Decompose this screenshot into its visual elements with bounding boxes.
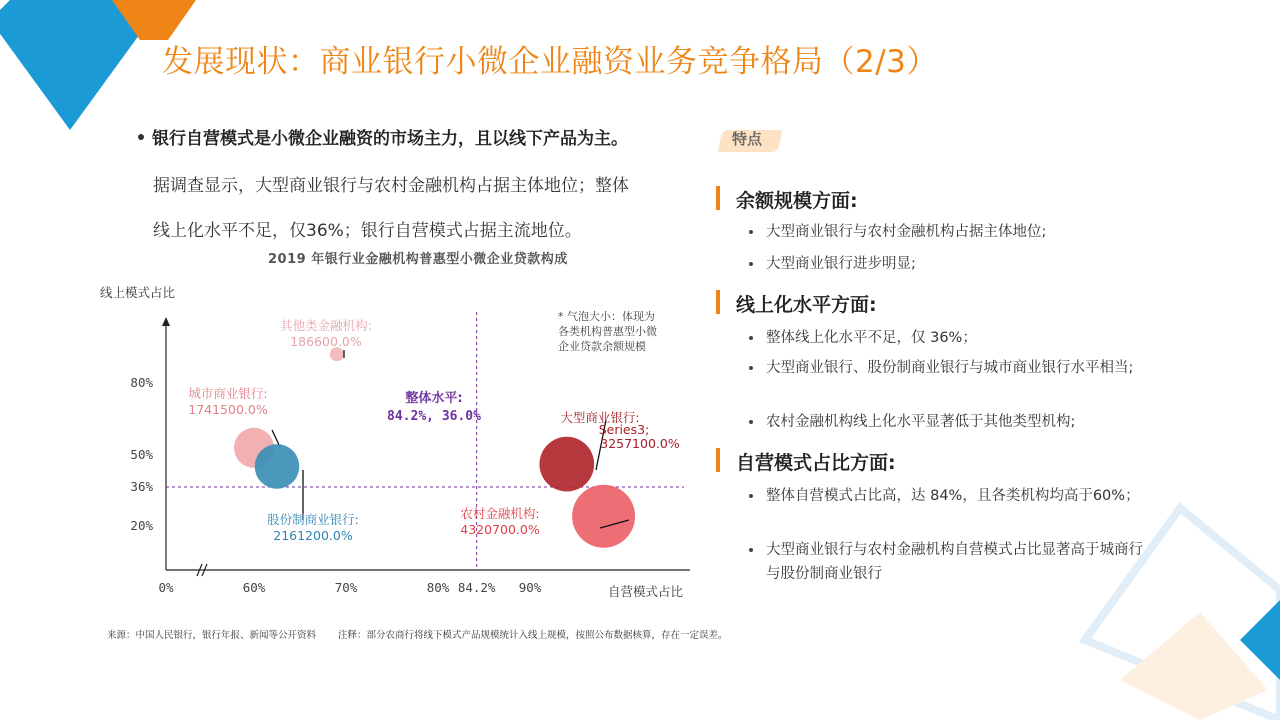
list-item: 大型商业银行与农村金融机构占据主体地位;	[766, 220, 1146, 244]
x-tick-label: 70%	[334, 580, 358, 595]
bubble-point	[539, 437, 594, 492]
remark-note: 注释：部分农商行将线下模式产品规模统计入线上规模，按照公布数据核算，存在一定误差。	[338, 630, 728, 641]
x-tick-label: 84.2%	[457, 580, 496, 595]
section-marker	[716, 448, 720, 472]
list-item: 大型商业银行与农村金融机构自营模式占比显著高于城商行与股份制商业银行	[766, 538, 1146, 586]
bubble-value-label: 186600.0%	[290, 334, 362, 349]
list-item: 大型商业银行进步明显;	[766, 252, 1146, 276]
list-item: 大型商业银行、股份制商业银行与城市商业银行水平相当;	[766, 356, 1146, 380]
y-tick-label: 50%	[130, 447, 153, 462]
y-tick-label: 36%	[130, 479, 153, 494]
x-tick-label: 90%	[518, 580, 542, 595]
summary-line-2: 线上化水平不足，仅36%；银行自营模式占据主流地位。	[153, 221, 582, 241]
source-note: 来源：中国人民银行，银行年报、新闻等公开资料	[107, 630, 317, 641]
bubble-value-label: 4320700.0%	[460, 522, 540, 537]
chart-title: 2019 年银行业金融机构普惠型小微企业贷款构成	[268, 252, 568, 267]
bubble-value-label: 1741500.0%	[188, 402, 268, 417]
bubble-label: 其他类金融机构:	[280, 318, 372, 333]
key-point-text: 银行自营模式是小微企业融资的市场主力，且以线下产品为主。	[152, 129, 628, 149]
section-marker	[716, 186, 720, 210]
feature-tag	[720, 124, 782, 152]
bubble-label: 股份制商业银行:	[267, 512, 359, 527]
overall-level-label: 整体水平:	[405, 391, 463, 406]
x-tick-label: 80%	[426, 580, 450, 595]
bubble-label: 农村金融机构:	[460, 506, 540, 521]
x-axis-label: 自营模式占比	[608, 584, 684, 599]
bubble-value-label: 3257100.0%	[600, 436, 680, 451]
feature-tag-label: 特点	[732, 130, 763, 148]
bullet-icon	[749, 548, 753, 552]
summary-line-1: 据调查显示，大型商业银行与农村金融机构占据主体地位；整体	[153, 176, 629, 196]
x-tick-label: 60%	[242, 580, 266, 595]
section-title-online: 线上化水平方面:	[736, 294, 877, 316]
bubble-point	[572, 485, 635, 548]
bullet-icon	[749, 262, 753, 266]
bubble-point	[255, 444, 300, 489]
list-item: 农村金融机构线上化水平显著低于其他类型机构;	[766, 410, 1146, 434]
bullet-icon	[749, 366, 753, 370]
bubble-size-note: 各类机构普惠型小微	[558, 325, 657, 338]
bubble-point	[330, 347, 344, 361]
section-marker	[716, 290, 720, 314]
bubble-size-note: * 气泡大小：体现为	[558, 310, 655, 323]
section-title-balance: 余额规模方面:	[736, 190, 858, 212]
overall-level-value: 84.2%, 36.0%	[387, 409, 481, 424]
y-axis-arrow-icon	[162, 317, 170, 326]
bubble-label: 大型商业银行:	[560, 410, 640, 425]
section-title-self-operated: 自营模式占比方面:	[736, 452, 896, 474]
bubble-value-label: 2161200.0%	[273, 528, 353, 543]
page-title: 发展现状：商业银行小微企业融资业务竞争格局（2/3）	[162, 44, 938, 80]
x-tick-label: 0%	[158, 580, 174, 595]
list-item: 整体自营模式占比高，达 84%，且各类机构均高于60%；	[766, 484, 1146, 508]
bubble-size-note: 企业贷款余额规模	[558, 340, 646, 353]
footnote	[107, 627, 750, 641]
list-item: 整体线上化水平不足，仅 36%；	[766, 326, 1146, 350]
y-axis-label: 线上模式占比	[100, 285, 176, 300]
bullet-icon	[749, 336, 753, 340]
bullet-icon	[749, 230, 753, 234]
bubble-series-label: Series3;	[598, 422, 650, 437]
bullet-icon	[749, 420, 753, 424]
bullet-icon	[749, 494, 753, 498]
y-tick-label: 20%	[130, 518, 153, 533]
bubble-label: 城市商业银行:	[188, 386, 268, 401]
y-tick-label: 80%	[130, 375, 153, 390]
